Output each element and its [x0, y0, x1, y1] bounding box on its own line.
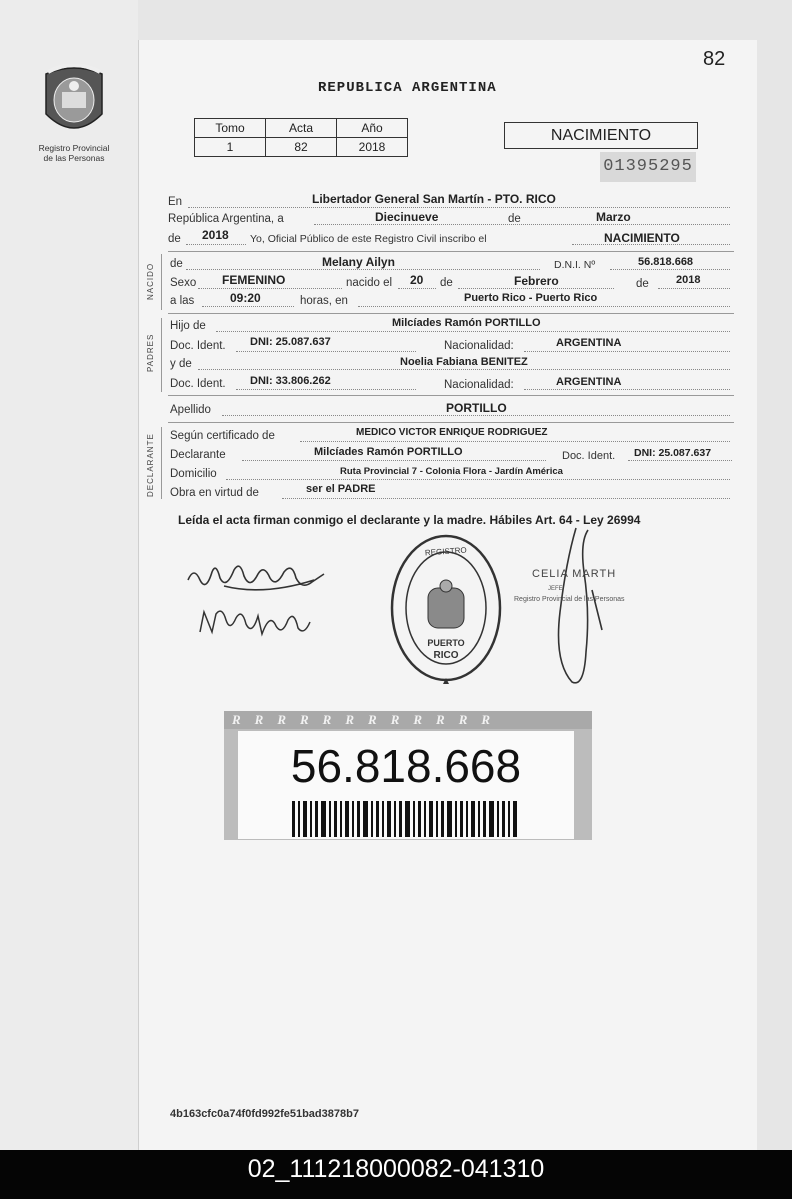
dotted-line: [524, 389, 730, 390]
section-bracket: [161, 254, 162, 310]
nacionalidad-label: Nacionalidad:: [444, 340, 514, 352]
officer-title: JEFE: [548, 586, 563, 592]
dotted-line: [610, 269, 730, 270]
dotted-line: [186, 269, 540, 270]
a-las-label: a las: [170, 295, 195, 307]
domicilio-label: Domicilio: [170, 468, 217, 480]
father-nationality: ARGENTINA: [556, 337, 622, 349]
y-de-label: y de: [170, 358, 192, 370]
dotted-line: [198, 288, 342, 289]
dotted-line: [222, 415, 730, 416]
page-number: 82: [703, 48, 726, 70]
hijo-de-label: Hijo de: [170, 320, 206, 332]
mother-signature: [196, 602, 314, 642]
registry-office: Libertador General San Martín - PTO. RICO: [312, 192, 556, 206]
de-label: de: [440, 277, 453, 289]
officer-name: CELIA MARTH: [532, 568, 617, 580]
declarant-doc: DNI: 25.087.637: [634, 447, 712, 459]
nacionalidad-label: Nacionalidad:: [444, 379, 514, 391]
declarante-section-label: DECLARANTE: [146, 433, 155, 497]
left-margin: [0, 0, 138, 1150]
dotted-line: [628, 460, 732, 461]
registry-caption-line1: Registro Provincial: [38, 143, 110, 153]
republica-label: República Argentina, a: [168, 213, 284, 225]
officer-registry: Registro Provincial de las Personas: [514, 596, 625, 603]
nacido-section-label: NACIDO: [146, 262, 155, 300]
officer-text: Yo, Oficial Público de este Registro Civil inscribo el: [250, 233, 487, 245]
year-label: de: [168, 233, 181, 245]
dotted-line: [658, 288, 730, 289]
dotted-line: [398, 288, 436, 289]
divider: [168, 422, 734, 423]
dotted-line: [358, 306, 730, 307]
dotted-line: [198, 369, 730, 370]
official-seal: [388, 532, 504, 688]
dotted-line: [458, 288, 614, 289]
birth-day: 20: [410, 273, 424, 287]
nacido-el-label: nacido el: [346, 277, 393, 289]
serial-number: 01395295: [600, 152, 696, 182]
birth-place: Puerto Rico - Puerto Rico: [464, 292, 598, 304]
anio-label: Año: [337, 119, 408, 138]
tomo-label: Tomo: [195, 119, 266, 138]
doc-ident-label: Doc. Ident.: [170, 378, 226, 390]
declarante-label: Declarante: [170, 449, 226, 461]
registry-logo: [40, 64, 108, 142]
doc-ident-label: Doc. Ident.: [562, 450, 616, 462]
dotted-line: [202, 306, 294, 307]
registration-year: 2018: [202, 228, 229, 242]
dotted-line: [314, 224, 730, 225]
registry-caption: [22, 143, 126, 163]
horas-label: horas, en: [300, 295, 348, 307]
birth-time: 09:20: [230, 291, 261, 305]
dotted-line: [282, 498, 730, 499]
child-sex: FEMENINO: [222, 273, 286, 287]
child-name: Melany Ailyn: [322, 255, 395, 269]
dni-sticker: [224, 711, 592, 840]
de-label: de: [636, 278, 649, 290]
dotted-line: [186, 244, 246, 245]
certificado-label: Según certificado de: [170, 430, 275, 442]
certificate-issuer: MEDICO VICTOR ENRIQUE RODRIGUEZ: [356, 427, 548, 438]
country-title: REPUBLICA ARGENTINA: [318, 80, 497, 96]
en-label: En: [168, 196, 183, 208]
sticker-label: [238, 731, 574, 839]
surname: PORTILLO: [446, 401, 507, 415]
closing-statement: Leída el acta firman conmigo el declarante y la madre. Hábiles Art. 64 - Ley 26994: [178, 513, 641, 527]
barcode: [292, 801, 520, 837]
officer-signature: [506, 522, 666, 688]
dotted-line: [236, 351, 416, 352]
svg-text:RICO: RICO: [433, 650, 459, 661]
father-name: Milcíades Ramón PORTILLO: [392, 317, 541, 329]
inscription-type: NACIMIENTO: [604, 231, 680, 245]
registration-day: Diecinueve: [375, 210, 439, 224]
divider: [168, 313, 734, 314]
section-bracket: [161, 427, 162, 499]
child-dni: 56.818.668: [638, 256, 694, 268]
mother-nationality: ARGENTINA: [556, 376, 622, 388]
dotted-line: [236, 389, 416, 390]
de-label: de: [170, 258, 183, 270]
acta-label: Acta: [266, 119, 337, 138]
mother-doc: DNI: 33.806.262: [250, 375, 331, 387]
anio-value: 2018: [337, 138, 408, 157]
de-label: de: [508, 213, 521, 225]
declarant-address: Ruta Provincial 7 - Colonia Flora - Jardín América: [340, 466, 563, 477]
dni-label: D.N.I. Nº: [554, 259, 596, 271]
mother-name: Noelia Fabiana BENITEZ: [400, 356, 528, 368]
section-bracket: [161, 318, 162, 392]
dotted-line: [188, 207, 730, 208]
birth-month: Febrero: [514, 274, 559, 288]
dotted-line: [216, 331, 730, 332]
divider: [168, 251, 734, 252]
declarant-signature: [184, 556, 328, 598]
father-doc: DNI: 25.087.637: [250, 336, 331, 348]
divider: [168, 395, 734, 396]
document-hash: 4b163cfc0a74f0fd992fe51bad3878b7: [170, 1108, 359, 1120]
registry-caption-line2: de las Personas: [43, 153, 105, 163]
dotted-line: [226, 479, 730, 480]
sexo-label: Sexo: [170, 277, 197, 289]
padres-section-label: PADRES: [146, 333, 155, 372]
svg-text:PUERTO: PUERTO: [427, 638, 465, 648]
record-type-box: NACIMIENTO: [504, 122, 698, 149]
doc-ident-label: Doc. Ident.: [170, 340, 226, 352]
declarant-relation: ser el PADRE: [306, 483, 376, 495]
dotted-line: [242, 460, 546, 461]
sticker-dni-number: 56.818.668: [290, 740, 522, 792]
dotted-line: [524, 351, 730, 352]
apellido-label: Apellido: [170, 404, 211, 416]
svg-text:REGISTRO: REGISTRO: [424, 545, 467, 558]
birth-year: 2018: [676, 274, 701, 286]
registration-month: Marzo: [596, 210, 631, 224]
acta-value: 82: [266, 138, 337, 157]
obra-label: Obra en virtud de: [170, 487, 259, 499]
record-table: [194, 118, 408, 157]
sticker-band: RRRRRRRRRRRR: [224, 711, 592, 729]
scan-footer-id: 02_111218000082-041310: [0, 1150, 792, 1199]
declarant-name: Milcíades Ramón PORTILLO: [314, 446, 463, 458]
dotted-line: [300, 441, 730, 442]
tomo-value: 1: [195, 138, 266, 157]
